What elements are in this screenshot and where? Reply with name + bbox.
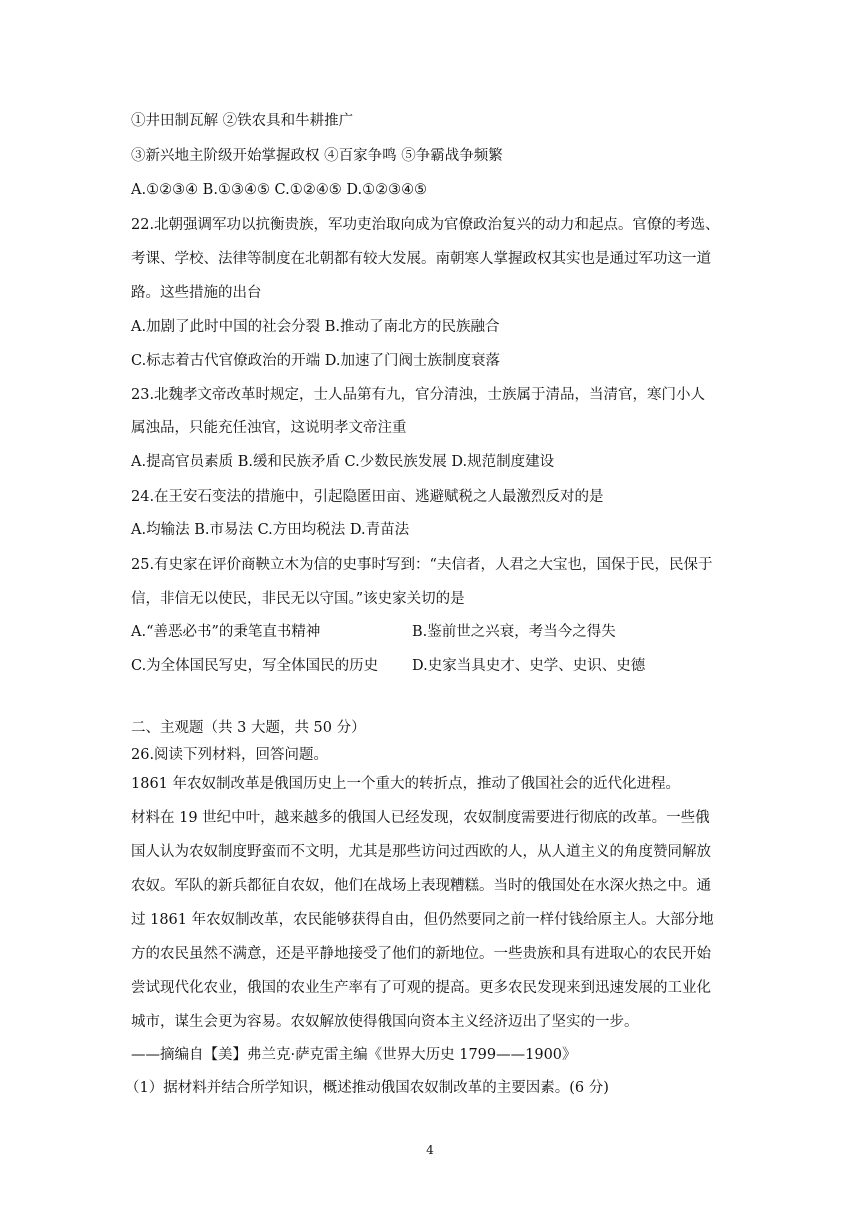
q25-line-1: 25.有史家在评价商鞅立木为信的史事时写到：“夫信者，人君之大宝也，国保于民，民保于: [131, 557, 713, 573]
q26-subquestion-1: （1）据材料并结合所学知识，概述推动俄国农奴制改革的主要因素。(6 分): [125, 1080, 609, 1096]
q22-line-1: 22.北朝强调军功以抗衡贵族，军功吏治取向成为官僚政治复兴的动力和起点。官僚的考选、: [131, 217, 720, 233]
q24-line-1: 24.在王安石变法的措施中，引起隐匿田亩、逃避赋税之人最激烈反对的是: [131, 489, 604, 505]
q26-lead: 1861 年农奴制改革是俄国历史上一个重大的转折点，推动了俄国社会的近代化进程。: [131, 776, 681, 792]
q22-line-2: 考课、学校、法律等制度在北朝都有较大发展。南朝寒人掌握政权其实也是通过军功这一道: [131, 251, 711, 267]
q22-line-3: 路。这些措施的出台: [131, 285, 262, 301]
q23-line-2: 属浊品，只能充任浊官，这说明孝文帝注重: [131, 420, 407, 436]
q26-material-line: 材料在 19 世纪中叶，越来越多的俄国人已经发现，农奴制度需要进行彻底的改革。一些俄: [131, 810, 710, 826]
q26-material-line: 城市，谋生会更为容易。农奴解放使得俄国向资本主义经济迈出了坚实的一步。: [131, 1014, 639, 1030]
q25-option-b: B.鉴前世之兴衰，考当今之得失: [412, 624, 616, 640]
q23-line-1: 23.北魏孝文帝改革时规定，士人品第有九，官分清浊，士族属于清品，当清官，寒门小人: [131, 387, 706, 403]
section-heading: 二、主观题（共 3 大题，共 50 分）: [131, 720, 366, 736]
q23-options: A.提高官员素质 B.缓和民族矛盾 C.少数民族发展 D.规范制度建设: [131, 454, 555, 470]
q25-option-a: A.“善恶必书”的秉笔直书精神: [131, 624, 321, 640]
q25-option-c: C.为全体国民写史，写全体国民的历史: [131, 658, 379, 674]
q26-material-line: 农奴。军队的新兵都征自农奴，他们在战场上表现糟糕。当时的俄国处在水深火热之中。通: [131, 878, 711, 894]
q26-material-line: 尝试现代化农业，俄国的农业生产率有了可观的提高。更多农民发现来到迅速发展的工业化: [131, 980, 711, 996]
q22-options-ab: A.加剧了此时中国的社会分裂 B.推动了南北方的民族融合: [131, 319, 500, 335]
q22-options-cd: C.标志着古代官僚政治的开端 D.加速了门阀士族制度衰落: [131, 353, 501, 369]
q26-intro: 26.阅读下列材料，回答问题。: [131, 747, 329, 763]
q21-line-1: ①井田制瓦解 ②铁农具和牛耕推广: [131, 113, 354, 129]
q21-options: A.①②③④ B.①③④⑤ C.①②④⑤ D.①②③④⑤: [131, 182, 428, 198]
q26-material-line: 过 1861 年农奴制改革，农民能够获得自由，但仍然要同之前一样付钱给原主人。大部分地: [131, 912, 714, 928]
q26-material-line: 国人认为农奴制度野蛮而不文明，尤其是那些访问过西欧的人，从人道主义的角度赞同解放: [131, 844, 711, 860]
q25-option-d: D.史家当具史才、史学、史识、史德: [412, 658, 646, 674]
q21-line-2: ③新兴地主阶级开始掌握政权 ④百家争鸣 ⑤争霸战争频繁: [131, 148, 503, 164]
page-number: 4: [426, 1143, 434, 1157]
q26-material-line: 方的农民虽然不满意，还是平静地接受了他们的新地位。一些贵族和具有进取心的农民开始: [131, 946, 711, 962]
q25-line-2: 信，非信无以使民，非民无以守国。”该史家关切的是: [131, 591, 465, 607]
q24-options: A.均输法 B.市易法 C.方田均税法 D.青苗法: [131, 522, 410, 538]
q26-source: ——摘编自【美】弗兰克·萨克雷主编《世界大历史 1799——1900》: [131, 1047, 577, 1063]
